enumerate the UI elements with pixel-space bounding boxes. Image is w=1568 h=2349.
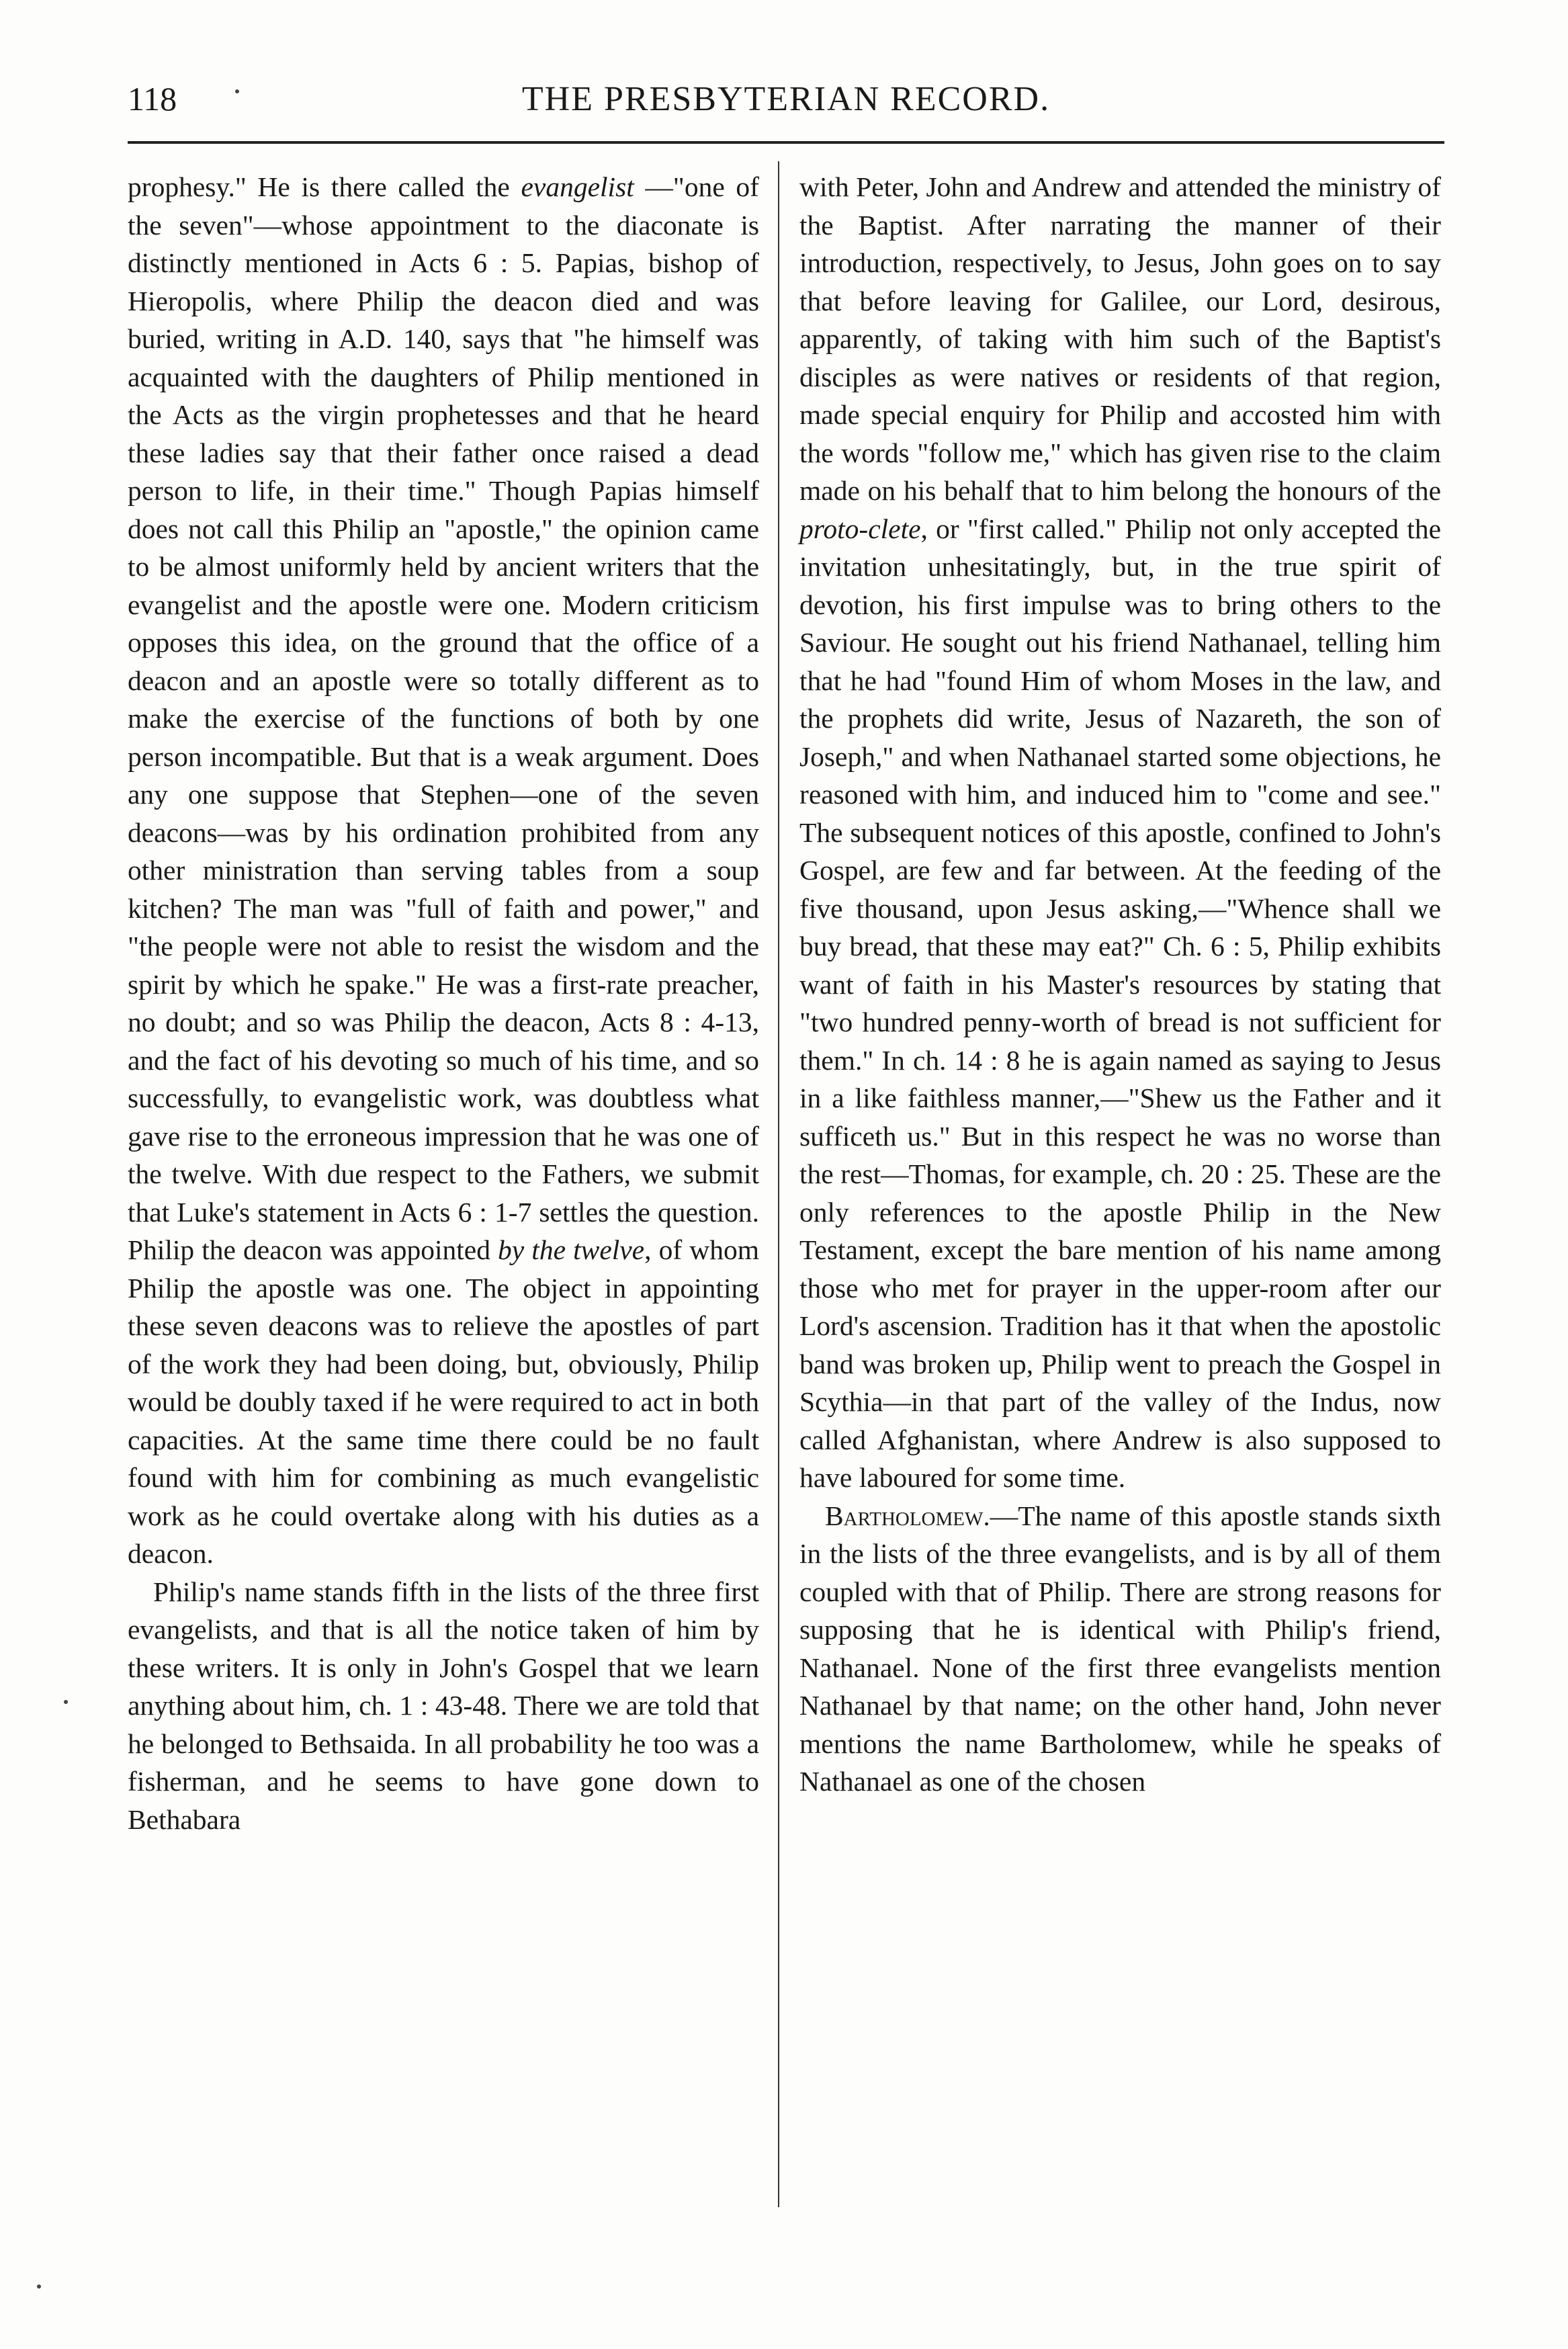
left-paragraph-2: Philip's name stands fifth in the lists of the three first evangelists, and that is all the notice taken of him by these writers. It is only in John's Gospel that we learn anything about him, ch. 1 : 43-48. There we are told that he belonged to Bethsaida. In all probability he too was a fisherman, and he seems to have gone down to Bethabara: [128, 1576, 759, 1835]
page-number: 118: [128, 80, 177, 118]
journal-title: THE PRESBYTERIAN RECORD.: [521, 80, 1051, 118]
print-speck: [64, 1700, 68, 1704]
right-p1-emphasis: proto-clete: [799, 513, 921, 544]
right-p2-body: —The name of this apostle stands sixth in the lists of the three evangelists, and is by all of them coupled with that of Philip. There are strong reasons for supposing that he is identical with Philip's friend, Nathanael. None of the first three evangelists mention Nathanael by that name; on the other hand, John never mentions the name Bartholomew, while he speaks of Nathanael as one of the chosen: [799, 1500, 1441, 1797]
section-heading-bartholomew: Bartholomew.: [825, 1500, 990, 1531]
right-p1-text-b: , or "first called." Philip not only accepted the invitation unhesitatingly, but, in the true spirit of devotion, his first impulse was to bring others to the Saviour. He sought out his friend Nathanael, telling him that he had "found Him of whom Moses in the law, and the prophets did write, Jesus of Nazareth, the son of Joseph," and when Nathanael started some objections, he reasoned with him, and induced him to "come and see." The subsequent notices of this apostle, confined to John's Gospel, are few and far between. At the feeding of the five thousand, upon Jesus asking,—"Whence shall we buy bread, that these may eat?" Ch. 6 : 5, Philip exhibits want of faith in his Master's resources by stating that "two hundred penny-worth of bread is not sufficient for them." In ch. 14 : 8 he is again named as saying to Jesus in a like faithless manner,—"Shew us the Father and it sufficeth us." But in this respect he was no worse than the rest—Thomas, for example, ch. 20 : 25. These are the only references to the apostle Philip in the New Testament, except the bare mention of his name among those who met for prayer in the upper-room after our Lord's ascension. Tradition has it that when the apostolic band was broken up, Philip went to preach the Gospel in Scythia—in that part of the valley of the Indus, now called Afghanistan, where Andrew is also supposed to have laboured for some time.: [799, 513, 1441, 1493]
running-head: [128, 79, 1444, 126]
print-speck: [235, 89, 239, 93]
left-p1-emphasis-2: by the twelve: [498, 1234, 645, 1265]
left-paragraph-1: [128, 168, 759, 1573]
left-p1-text-c: , of whom Philip the apostle was one. The object in appointing these seven deacons was to relieve the apostles of part of the work they had been doing, but, obviously, Philip would be doubly taxed if he were required to act in both capacities. At the same time there could be no fault found with him for combining as much evangelistic work as he could overtake along with his duties as a deacon.: [128, 1234, 759, 1569]
right-column: [799, 168, 1441, 1801]
right-paragraph-1: [799, 168, 1441, 1497]
column-divider: [778, 161, 779, 2207]
right-paragraph-2: [799, 1497, 1441, 1801]
left-p1-emphasis-1: evangelist: [521, 171, 634, 202]
left-p1-text-b: —"one of the seven"—whose appointment to the diaconate is distinctly mentioned in Acts 6 : 5. Papias, bishop of Hieropolis, where Philip the deacon died and was buried, writing in A.D. 140, says that "he himself was acquainted with the daughters of Philip mentioned in the Acts as the virgin prophetesses and that he heard these ladies say that their father once raised a dead person to life, in their time." Though Papias himself does not call this Philip an "apostle," the opinion came to be almost uniformly held by ancient writers that the evangelist and the apostle were one. Modern criticism opposes this idea, on the ground that the office of a deacon and an apostle were so totally different as to make the exercise of the functions of both by one person incompatible. But that is a weak argument. Does any one suppose that Stephen—one of the seven deacons—was by his ordination prohibited from any other ministration than serving tables from a soup kitchen? The man was "full of faith and power," and "the people were not able to resist the wisdom and the spirit by which he spake." He was a first-rate preacher, no doubt; and so was Philip the deacon, Acts 8 : 4-13, and the fact of his devoting so much of his time, and so successfully, to evangelistic work, was doubtless what gave rise to the erroneous impression that he was one of the twelve. With due respect to the Fathers, we submit that Luke's statement in Acts 6 : 1-7 settles the question. Philip the deacon was appointed: [128, 171, 759, 1265]
print-speck: [37, 2284, 41, 2289]
left-p1-text-a: prophesy." He is there called the: [128, 171, 521, 202]
right-p1-text-a: with Peter, John and Andrew and attended the ministry of the Baptist. After narrating the manner of their introduction, respectively, to Jesus, John goes on to say that before leaving for Galilee, our Lord, desirous, apparently, of taking with him such of the Baptist's disciples as were natives or residents of that region, made special enquiry for Philip and accosted him with the words "follow me," which has given rise to the claim made on his behalf that to him belong the honours of the: [799, 171, 1441, 506]
left-column: [128, 168, 759, 1838]
header-rule: [128, 141, 1444, 144]
